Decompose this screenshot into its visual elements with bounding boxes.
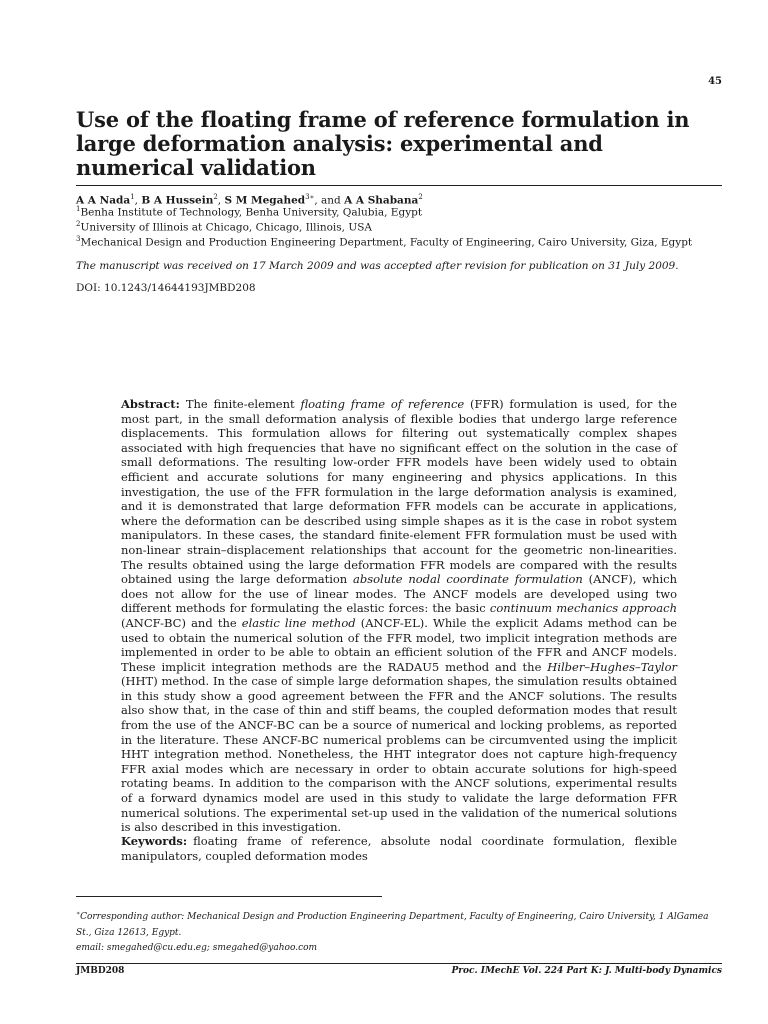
abstract-text: (ANCF-EL). While the explicit Adams method can be used to obtain the numerical solution of the FFR model, two implicit integration methods are implemented in order to be able to obtain an efficient solution of the FFR and ANCF models. These implicit integration methods are the RADAU5 method and the <box>121 615 677 674</box>
affiliation-marker: 1 <box>76 205 81 213</box>
affiliation-2 <box>76 220 372 234</box>
footer-article-id: JMBD208 <box>76 966 125 976</box>
abstract-text: (ANCF), which does not allow for the use of linear modes. The ANCF models are developed using two different methods for formulating the elastic forces: the basic <box>121 572 677 616</box>
title-rule <box>76 185 722 186</box>
keywords <box>121 834 677 864</box>
author-affil-marker: 3∗ <box>305 193 315 201</box>
author-affil-marker: 1 <box>130 193 135 201</box>
author-name: A A Shabana <box>344 194 419 207</box>
abstract-text: (ANCF-BC) and the <box>121 615 237 630</box>
footnote-rule <box>76 896 382 897</box>
affiliation-3 <box>76 235 692 249</box>
footnote-marker: ∗ <box>76 910 81 917</box>
author-name: B A Hussein <box>141 194 214 207</box>
keywords-text: floating frame of reference, absolute nodal coordinate formulation, flexible manipulators, coupled deformation modes <box>121 834 677 863</box>
author-separator: , <box>134 194 142 207</box>
abstract-emphasis: absolute nodal coordinate formulation <box>353 572 583 587</box>
received-note: The manuscript was received on 17 March 2009 and was accepted after revision for publication on 31 July 2009. <box>76 260 679 272</box>
affiliation-marker: 2 <box>76 220 81 228</box>
author-affil-marker: 2 <box>213 193 218 201</box>
abstract-emphasis: Hilber–Hughes–Taylor <box>547 659 677 674</box>
abstract-text: (FFR) formulation is used, for the most part, in the small deformation analysis of flexible bodies that undergo large reference displacements. This formulation allows for filtering out systematically complex shapes associated with high frequencies that have no significant effect on the solution in the case of small deformations. The resulting low-order FFR models have been widely used to obtain efficient and accurate solutions for many engineering and physics applications. In this investigation, the use of the FFR formulation in the large deformation analysis is examined, and it is demonstrated that large deformation FFR models can be accurate in applications, where the deformation can be described using simple shapes as it is the case in robot system manipulators. In these cases, the standard finite-element FFR formulation must be used with non-linear strain–displacement relationships that account for the geometric non-linearities. The results obtained using the large deformation FFR models are compared with the results obtained using the large deformation <box>121 397 678 587</box>
affiliation-text: University of Illinois at Chicago, Chicago, Illinois, USA <box>80 221 372 234</box>
doi: DOI: 10.1243/14644193JMBD208 <box>76 282 256 294</box>
abstract-text: The finite-element <box>185 397 295 411</box>
abstract-text: (HHT) method. In the case of simple large deformation shapes, the simulation results obtained in this study show a good agreement between the FFR and the ANCF solutions. The results also show that, in the case of thin and stiff beams, the coupled deformation modes that result from the use of the ANCF-BC can be a source of numerical and locking problems, as reported in the literature. These ANCF-BC numerical problems can be circumvented using the implicit HHT integration method. Nonetheless, the HHT integrator does not capture high-frequency FFR axial modes which are necessary in order to obtain accurate solutions for high-speed rotating beams. In addition to the comparison with the ANCF solutions, experimental results of a forward dynamics model are used in this study to validate the large deformation FFR numerical solutions. The experimental set-up used in the validation of the numerical solutions is also described in this investigation. <box>121 674 677 835</box>
abstract <box>121 397 677 835</box>
author-separator: , and <box>314 194 345 207</box>
footnote-corresponding-author: Corresponding author: Mechanical Design and Production Engineering Department, Faculty of Engineering, Cairo University, 1 AlGamea St., Giza 12613, Egypt. <box>76 912 709 938</box>
affiliation-1 <box>76 205 422 219</box>
abstract-emphasis: floating frame of reference <box>300 397 465 411</box>
author-name: A A Nada <box>76 194 131 207</box>
page-number: 45 <box>708 76 722 87</box>
abstract-heading: Abstract: <box>121 397 180 411</box>
footnote <box>76 906 726 957</box>
paper-title: Use of the floating frame of reference formulation in large deformation analysis: experimental and numerical validation <box>76 107 690 180</box>
author-name: S M Megahed <box>224 194 306 207</box>
affiliation-text: Benha Institute of Technology, Benha University, Qalubia, Egypt <box>80 206 423 219</box>
footer-rule <box>76 963 722 964</box>
footnote-email: email: smegahed@cu.edu.eg; smegahed@yahoo.com <box>76 943 318 953</box>
affiliation-marker: 3 <box>76 235 81 243</box>
affiliation-text: Mechanical Design and Production Engineering Department, Faculty of Engineering, Cairo University, Giza, Egypt <box>80 236 693 249</box>
author-separator: , <box>217 194 225 207</box>
footer-journal: Proc. IMechE Vol. 224 Part K: J. Multi-body Dynamics <box>451 966 722 976</box>
abstract-emphasis: continuum mechanics approach <box>489 601 677 616</box>
keywords-heading: Keywords: <box>121 834 188 848</box>
author-affil-marker: 2 <box>418 193 423 201</box>
abstract-emphasis: elastic line method <box>241 615 356 630</box>
